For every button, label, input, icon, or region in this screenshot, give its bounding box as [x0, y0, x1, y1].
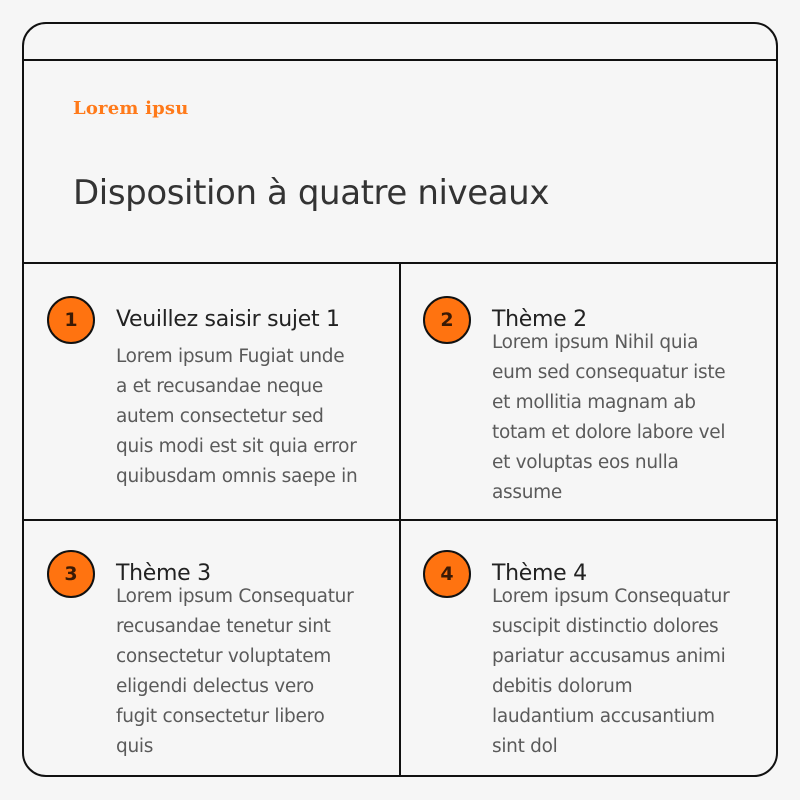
body-line: eligendi delectus vero	[116, 676, 314, 697]
quadrant-body	[116, 582, 386, 762]
body-line: quis	[116, 736, 154, 757]
body-line: suscipit distinctio dolores	[492, 616, 719, 637]
body-line: Lorem ipsum Consequatur	[492, 586, 730, 607]
header-divider-top	[22, 59, 778, 61]
body-line: debitis dolorum	[492, 676, 633, 697]
number-badge-1	[47, 296, 95, 344]
body-line: laudantium accusantium	[492, 706, 715, 727]
body-line: totam et dolore labore vel	[492, 422, 726, 443]
body-line: a et recusandae neque	[116, 376, 323, 397]
quadrant-heading: Thème 4	[492, 561, 587, 586]
number-badge-4	[423, 550, 471, 598]
body-line: recusandae tenetur sint	[116, 616, 331, 637]
body-line: Lorem ipsum Fugiat unde	[116, 346, 345, 367]
page-title: Disposition à quatre niveaux	[73, 173, 550, 213]
quadrant-heading: Veuillez saisir sujet 1	[116, 307, 340, 332]
body-line: et voluptas eos nulla	[492, 452, 679, 473]
badge-number: 3	[64, 563, 78, 585]
body-line: quibusdam omnis saepe in	[116, 466, 358, 487]
number-badge-3	[47, 550, 95, 598]
body-line: assume	[492, 482, 562, 503]
body-line: sint dol	[492, 736, 558, 757]
body-line: quis modi est sit quia error	[116, 436, 357, 457]
body-line: et mollitia magnam ab	[492, 392, 696, 413]
body-line: pariatur accusamus animi	[492, 646, 726, 667]
eyebrow-label: Lorem ipsu	[73, 98, 189, 119]
body-line: consectetur voluptatem	[116, 646, 332, 667]
body-line: eum sed consequatur iste	[492, 362, 726, 383]
body-line: Lorem ipsum Nihil quia	[492, 332, 699, 353]
quadrant-body	[492, 328, 762, 508]
quadrant-body	[492, 582, 762, 762]
body-line: autem consectetur sed	[116, 406, 324, 427]
badge-number: 1	[64, 309, 78, 331]
body-line: Lorem ipsum Consequatur	[116, 586, 354, 607]
badge-number: 2	[440, 309, 454, 331]
quadrant-body	[116, 342, 386, 492]
column-divider	[399, 262, 401, 777]
number-badge-2	[423, 296, 471, 344]
badge-number: 4	[440, 563, 454, 585]
quadrant-heading: Thème 3	[116, 561, 211, 586]
quadrant-heading: Thème 2	[492, 307, 587, 332]
body-line: fugit consectetur libero	[116, 706, 325, 727]
